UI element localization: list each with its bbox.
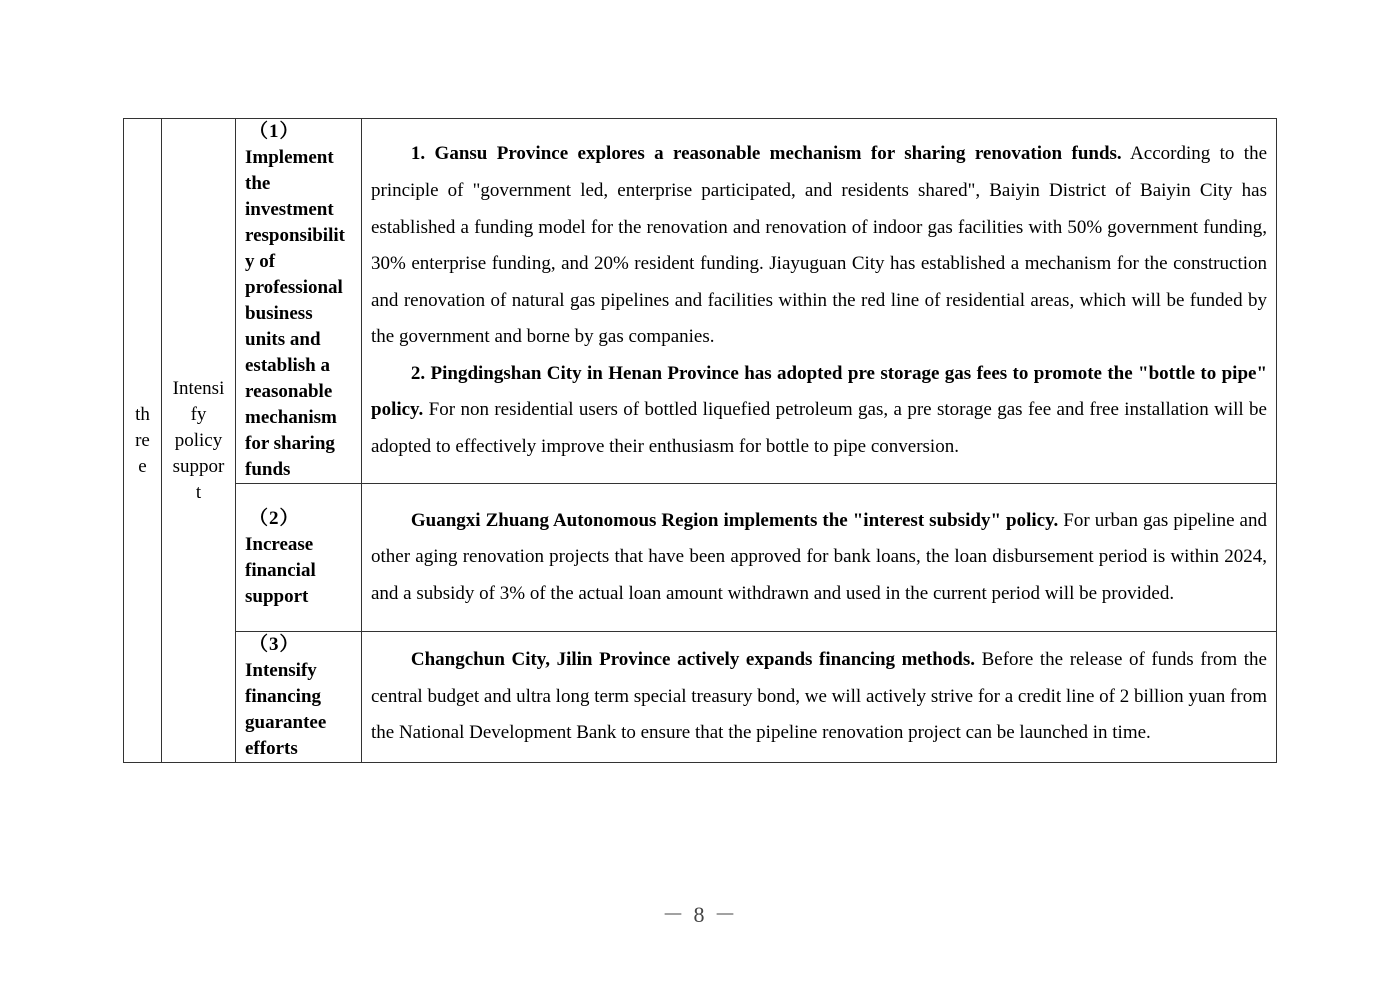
task-title-line: the [245,173,271,194]
paragraph-lead: 2. Pingdingshan City in Henan Province has adopted pre storage gas fees to promote the "bottle to pipe" policy. [371,362,1267,421]
task-number: （2） [249,507,300,529]
paragraph-text: Before the release of funds from the central budget and ultra long term special treasury bond, we will actively strive for a credit line of 2 billion yuan from the National Development Bank to ensure that the pipeline renovation project can be launched in time. [371,649,1267,744]
policy-table [123,118,1277,763]
content-paragraph [371,642,1267,752]
task-title-line: business [245,303,313,324]
item-number-text: th [135,403,150,425]
task-title-line: y of [245,251,276,272]
task-title-line: Increase [245,533,314,555]
paragraph-lead: 1. Gansu Province explores a reasonable mechanism for sharing renovation funds. [410,143,1122,165]
item-number-cell [124,119,162,763]
task-cell [236,119,362,484]
content-paragraph [371,503,1267,613]
task-cell [236,484,362,632]
task-title-line: financing [245,686,322,707]
page-number: － 8 － [661,902,738,927]
task-title-line: Intensify [245,660,317,681]
item-number-text: re [135,429,150,451]
task-title-line: professional [245,277,343,298]
content-paragraph [371,356,1267,466]
task-title-line: investment [245,199,334,220]
content-paragraph [371,136,1267,356]
task-title-line: mechanism [245,407,337,428]
task-number: （1） [249,121,300,142]
content-cell [362,119,1277,484]
task-title-line: efforts [245,738,298,759]
task-title-line: support [245,585,309,607]
task-title-line: financial [245,559,316,581]
category-text: fy [190,403,207,425]
task-title-line: establish a [245,355,330,376]
table-row [124,484,1277,632]
table-row [124,119,1277,484]
task-title-line: units and [245,329,321,350]
content-cell [362,632,1277,763]
paragraph-text: For urban gas pipeline and other aging renovation projects that have been approved for bank loans, the loan disbursement period is within 2024, and a subsidy of 3% of the actual loan amount withdrawn and used in the current period will be provided. [371,509,1267,604]
task-title-line: funds [245,459,291,480]
paragraph-text: According to the principle of "government led, enterprise participated, and residents shared", Baiyin District of Baiyin City has established a funding model for the renovation and renovation of indoor gas facilities with 50% government funding, 30% enterprise funding, and 20% resident funding. Jiayuguan City has established a mechanism for the construction and renovation of natural gas pipelines and facilities within the red line of residential areas, which will be funded by the government and borne by gas companies. [371,143,1268,348]
paragraph-lead: Guangxi Zhuang Autonomous Region implements the "interest subsidy" policy. [410,509,1059,531]
category-text: suppor [172,455,225,477]
task-number: （3） [249,634,300,655]
task-cell [236,632,362,763]
task-title-line: Implement [245,147,334,168]
category-text: policy [174,429,223,451]
task-title-line: responsibilit [245,225,345,246]
paragraph-text: For non residential users of bottled liquefied petroleum gas, a pre storage gas fee and free installation will be adopted to effectively improve their enthusiasm for bottle to pipe conversion. [371,399,1267,458]
item-number-text: e [138,455,147,477]
task-title-line: guarantee [245,712,327,733]
paragraph-lead: Changchun City, Jilin Province actively expands financing methods. [410,649,976,671]
category-text: t [195,481,202,503]
content-cell [362,484,1277,632]
category-cell [162,119,236,763]
task-title-line: for sharing [245,433,335,454]
task-title-line: reasonable [245,381,333,402]
table-row [124,632,1277,763]
category-text: Intensi [172,377,225,399]
